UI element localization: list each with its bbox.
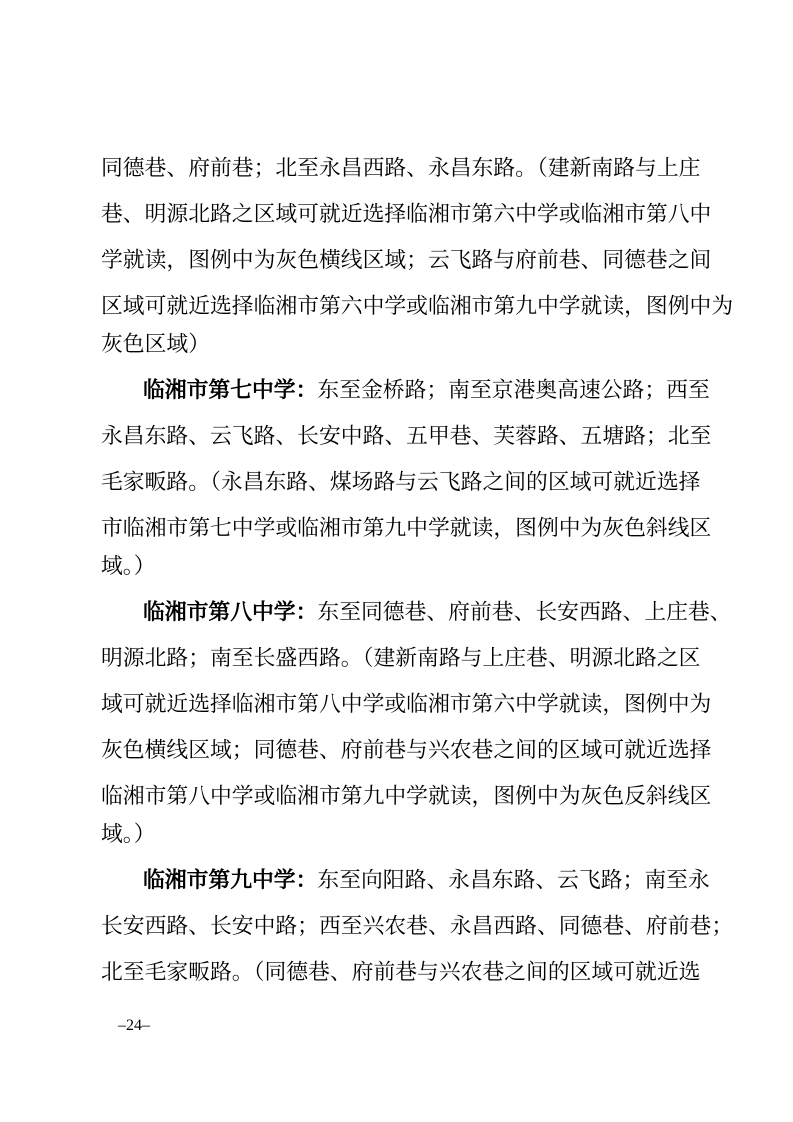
text-line: 灰色横线区域；同德巷、府前巷与兴农巷之间的区域可就近选择 <box>101 738 712 763</box>
text-line: 灰色区域） <box>101 332 210 357</box>
school-heading: 临湘市第七中学： <box>143 378 318 403</box>
text-line: 临湘市第八中学或临湘市第九中学就读，图例中为灰色反斜线区 <box>101 784 712 809</box>
text-segment: 东至向阳路、永昌东路、云飞路；南至永 <box>317 868 710 893</box>
text-line: 永昌东路、云飞路、长安中路、五甲巷、芙蓉路、五塘路；北至 <box>101 424 712 449</box>
text-line: 巷、明源北路之区域可就近选择临湘市第六中学或临湘市第八中 <box>101 202 712 227</box>
text-line: 明源北路；南至长盛西路。（建新南路与上庄巷、明源北路之区 <box>101 646 701 671</box>
school-heading: 临湘市第九中学： <box>143 868 318 893</box>
text-line: 同德巷、府前巷；北至永昌西路、永昌东路。（建新南路与上庄 <box>101 156 701 181</box>
page-number: –24– <box>118 1017 150 1034</box>
text-line: 域。） <box>101 554 156 579</box>
text-line: 域可就近选择临湘市第八中学或临湘市第六中学就读，图例中为 <box>101 692 712 717</box>
text-segment: 东至同德巷、府前巷、长安西路、上庄巷、 <box>317 600 732 625</box>
text-line: 域。） <box>101 822 156 847</box>
text-line: 学就读，图例中为灰色横线区域；云飞路与府前巷、同德巷之间 <box>101 248 712 273</box>
paragraph-first-line <box>143 865 710 897</box>
text-line: 区域可就近选择临湘市第六中学或临湘市第九中学就读，图例中为 <box>101 294 734 319</box>
text-segment: 东至金桥路；南至京港奥高速公路；西至 <box>317 378 710 403</box>
school-heading: 临湘市第八中学： <box>143 600 318 625</box>
paragraph-first-line <box>143 375 710 407</box>
paragraph-first-line <box>143 597 732 629</box>
text-line: 毛家畈路。（永昌东路、煤场路与云飞路之间的区域可就近选择 <box>101 470 701 495</box>
text-line: 市临湘市第七中学或临湘市第九中学就读，图例中为灰色斜线区 <box>101 516 712 541</box>
text-line: 北至毛家畈路。（同德巷、府前巷与兴农巷之间的区域可就近选 <box>101 960 701 985</box>
text-line: 长安西路、长安中路；西至兴农巷、永昌西路、同德巷、府前巷； <box>101 914 734 939</box>
